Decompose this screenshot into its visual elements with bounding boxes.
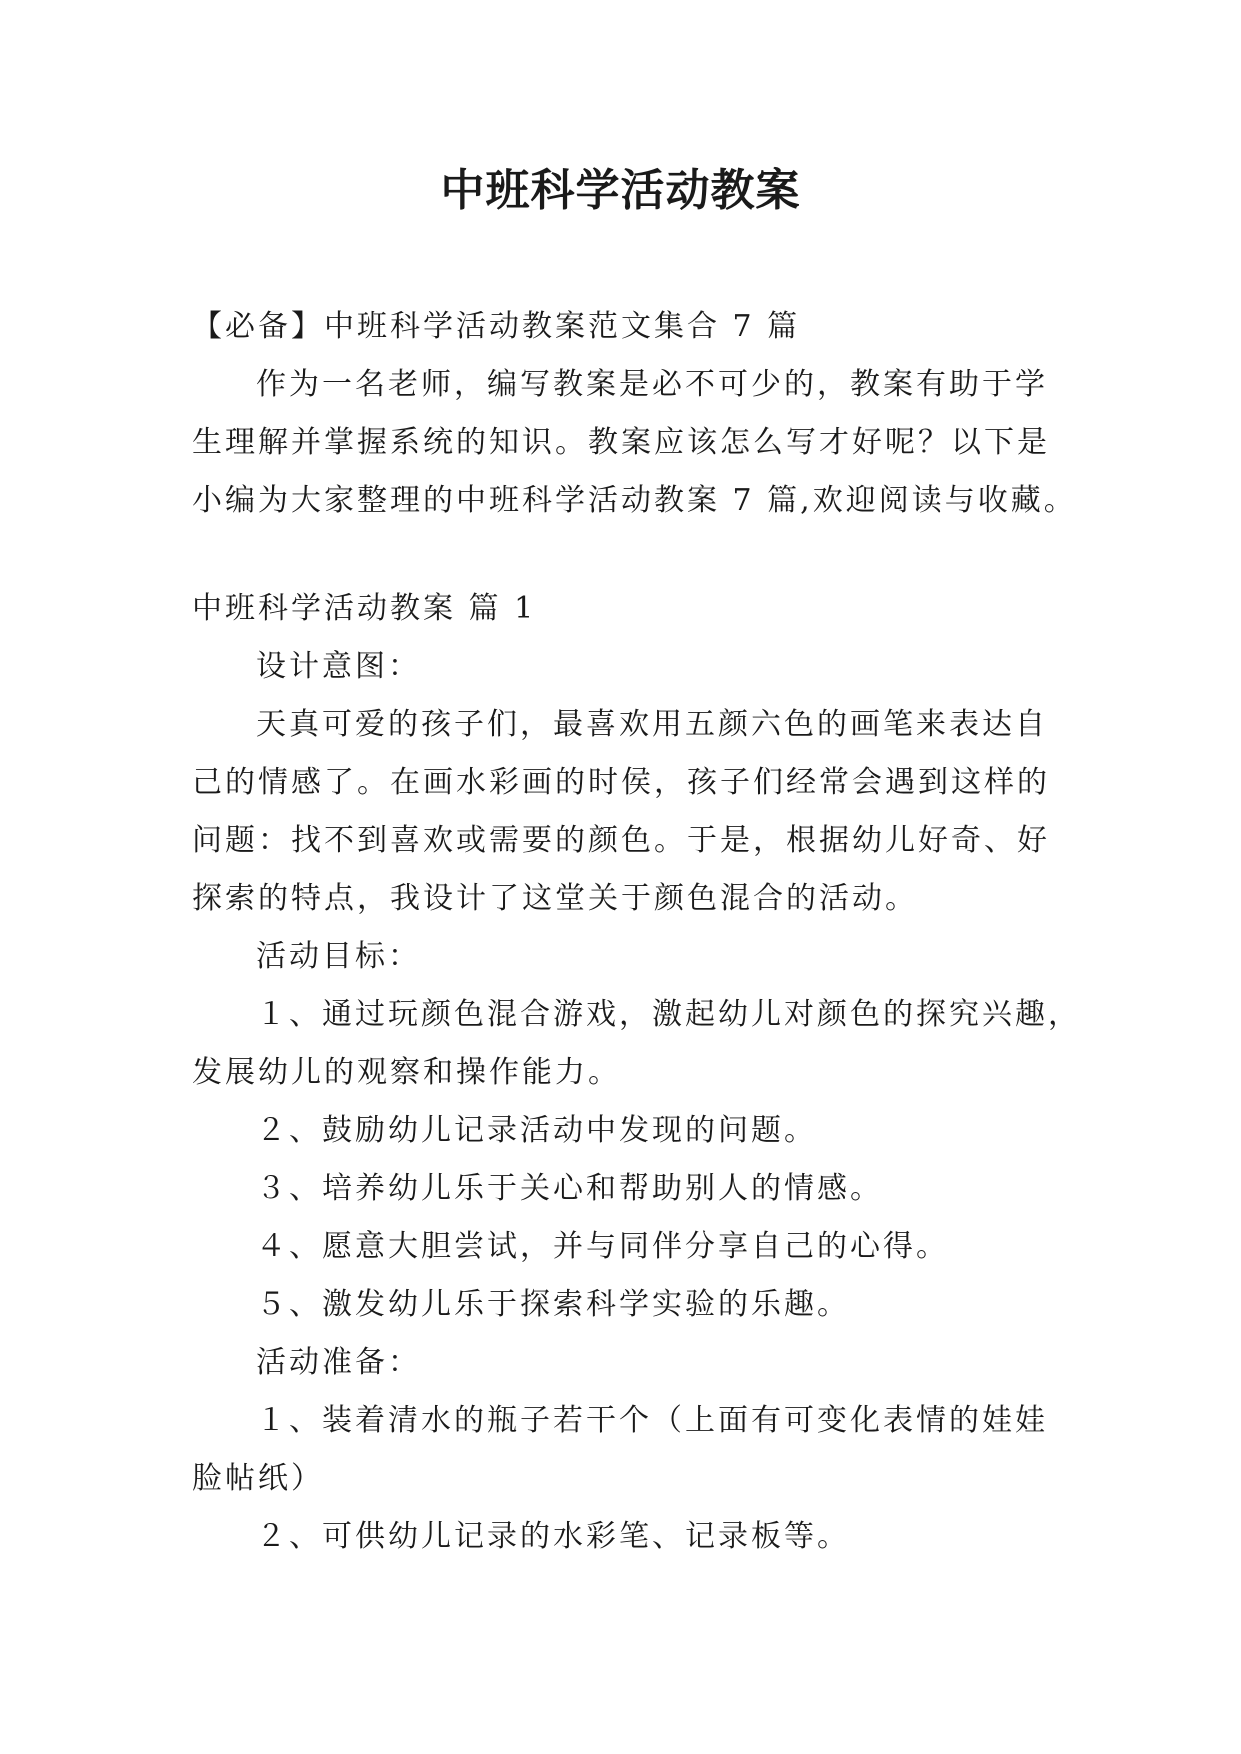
design-line-2: 己的情感了。在画水彩画的时侯，孩子们经常会遇到这样的 — [192, 765, 1050, 800]
goal-item-3: ３、培养幼儿乐于关心和帮助别人的情感。 — [256, 1171, 883, 1206]
design-line-3: 问题：找不到喜欢或需要的颜色。于是，根据幼儿好奇、好 — [192, 823, 1050, 858]
document-title: 中班科学活动教案 — [440, 165, 801, 216]
design-heading: 设计意图： — [256, 649, 421, 684]
intro-heading: 【必备】中班科学活动教案范文集合 7 篇 — [192, 309, 801, 344]
intro-line-3: 小编为大家整理的中班科学活动教案 7 篇,欢迎阅读与收藏。 — [192, 483, 1077, 518]
section-1-block — [192, 580, 1081, 1566]
design-line-4: 探索的特点，我设计了这堂关于颜色混合的活动。 — [192, 881, 918, 916]
intro-line-2: 生理解并掌握系统的知识。教案应该怎么写才好呢？以下是 — [192, 425, 1050, 460]
prep-heading: 活动准备： — [256, 1345, 421, 1380]
goal-item-1-cont: 发展幼儿的观察和操作能力。 — [192, 1055, 621, 1090]
design-line-1: 天真可爱的孩子们，最喜欢用五颜六色的画笔来表达自 — [256, 707, 1048, 742]
section-title: 中班科学活动教案 篇 1 — [192, 591, 537, 626]
goals-heading: 活动目标： — [256, 939, 421, 974]
prep-item-1-cont: 脸帖纸） — [192, 1461, 324, 1496]
intro-block — [192, 298, 1077, 530]
prep-item-2: ２、可供幼儿记录的水彩笔、记录板等。 — [256, 1519, 850, 1554]
intro-line-1: 作为一名老师，编写教案是必不可少的，教案有助于学 — [256, 367, 1048, 402]
goal-item-5: ５、激发幼儿乐于探索科学实验的乐趣。 — [256, 1287, 850, 1322]
goal-item-2: ２、鼓励幼儿记录活动中发现的问题。 — [256, 1113, 817, 1148]
prep-item-1: １、装着清水的瓶子若干个（上面有可变化表情的娃娃 — [256, 1403, 1048, 1438]
goal-item-4: ４、愿意大胆尝试，并与同伴分享自己的心得。 — [256, 1229, 949, 1264]
goal-item-1: １、通过玩颜色混合游戏，激起幼儿对颜色的探究兴趣， — [256, 997, 1081, 1032]
